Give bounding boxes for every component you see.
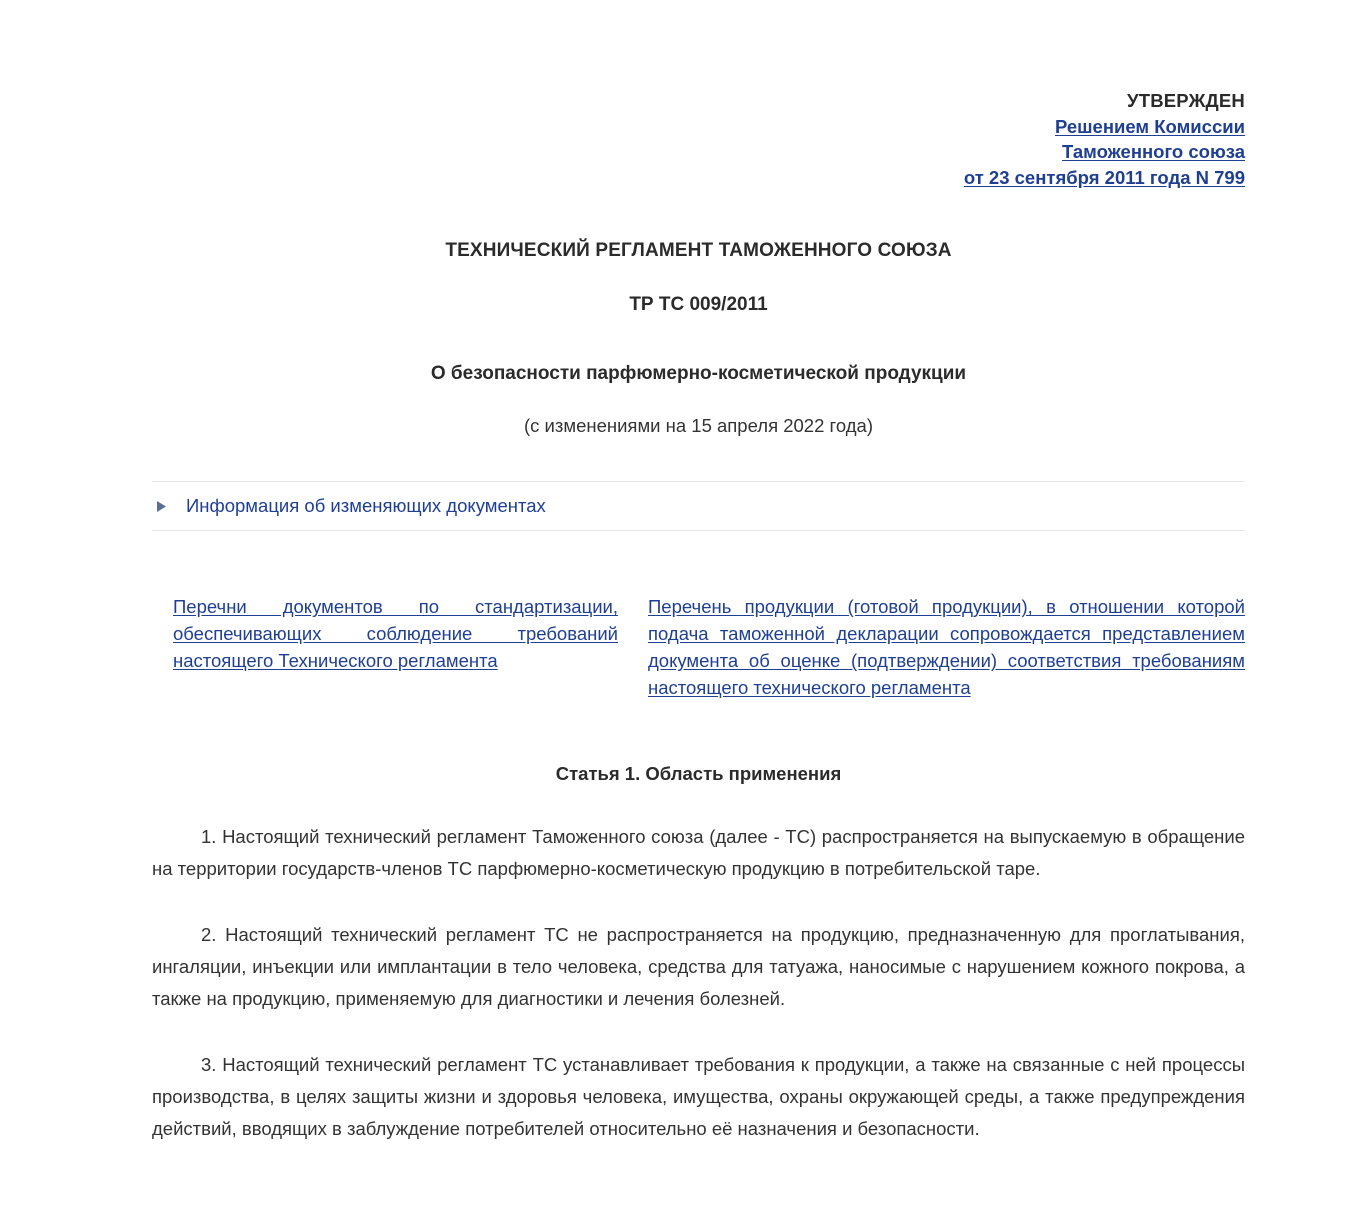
document-subject-title: О безопасности парфюмерно-косметической продукции [430, 363, 967, 384]
document-code: ТР ТС 009/2011 [629, 294, 768, 315]
article-1-paragraph-3: 3. Настоящий технический регламент ТС устанавливает требования к продукции, а также на связанные с ней процессы производства, в целях защиты жизни и здоровья человека, имущества, охраны окружающей среды, а также предупреждения действий, вводящих в заблуждение потребителей относительно её назначения и безопасности. [152, 1054, 1245, 1139]
article-1-paragraph-1: 1. Настоящий технический регламент Таможенного союза (далее - ТС) распространяется на выпускаемую в обращение на территории государств-членов ТС парфюмерно-косметическую продукцию в потребительской таре. [152, 826, 1245, 879]
amending-documents-label[interactable]: Информация об изменяющих документах [186, 495, 546, 516]
link-standardization-documents-list[interactable]: Перечни документов по стандартизации, обеспечивающих соблюдение требований настоящего Технического регламента [173, 596, 618, 671]
article-1-paragraph-2: 2. Настоящий технический регламент ТС не распространяется на продукцию, предназначенную для проглатывания, ингаляции, инъекции или имплантации в тело человека, средства для татуажа, наносимые с нарушением кожного покрова, а также на продукцию, применяемую для диагностики и лечения болезней. [152, 924, 1245, 1009]
amending-documents-toggle[interactable] [152, 482, 1245, 530]
related-links-right-column [648, 593, 1245, 701]
divider-bottom [152, 530, 1245, 531]
article-1-body [152, 821, 1245, 1145]
link-products-list-customs-declaration[interactable]: Перечень продукции (готовой продукции), в отношении которой подача таможенной декларации сопровождается представлением документа об оценке (подтверждении) соответствия требованиям настоящего технического регламента [648, 596, 1245, 698]
related-links-columns [152, 593, 1245, 701]
approval-link-date-number[interactable]: от 23 сентября 2011 года N 799 [963, 166, 1245, 188]
document-content-column [152, 0, 1245, 1145]
triangle-right-icon[interactable] [152, 501, 178, 512]
approval-link-commission-decision[interactable]: Решением Комиссии [1054, 115, 1245, 137]
approval-header [152, 0, 1245, 190]
approval-word: УТВЕРЖДЕН [1126, 90, 1245, 111]
approval-link-customs-union[interactable]: Таможенного союза [1062, 141, 1245, 162]
document-type-title: ТЕХНИЧЕСКИЙ РЕГЛАМЕНТ ТАМОЖЕННОГО СОЮЗА [445, 240, 952, 261]
related-links-left-column [173, 593, 618, 674]
document-amendments-note: (с изменениями на 15 апреля 2022 года) [524, 415, 873, 436]
article-1-heading: Статья 1. Область применения [555, 763, 842, 784]
amending-documents-section [152, 481, 1245, 531]
